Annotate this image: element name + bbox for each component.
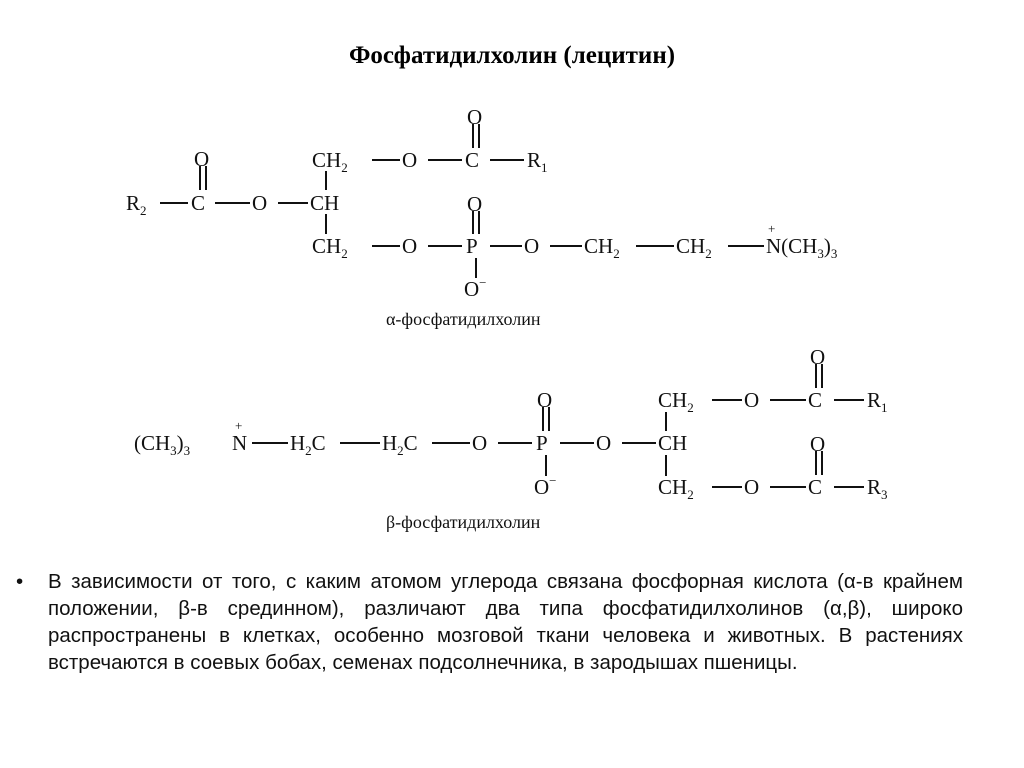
beta-trimethyl: $(CH_3)_3$ (134, 431, 191, 458)
alpha-caption: α-фосфатидилхолин (386, 309, 541, 329)
alpha-r2: $R_2$ (126, 191, 147, 218)
beta-c-top: C (808, 388, 823, 412)
alpha-c-left: C (191, 191, 206, 215)
alpha-ch2-top: $CH_2$ (312, 148, 348, 175)
beta-o-ester-bottom: O (744, 475, 760, 499)
beta-ch2-top: $CH_2$ (658, 388, 694, 415)
beta-n-plus: + (235, 418, 243, 433)
alpha-o-phosphoryl: O (467, 192, 483, 216)
description-text: В зависимости от того, с каким атомом углерода связана фосфорная кислота (α-в крайнем положении, β-в срединном), различают два типа фосфатидилхолинов (α,β), широко распространены в клетках, особенно мозговой ткани человека и животных. В растениях встречаются в соевых бобах, семенах подсолнечника, в зародышах пшеницы. (48, 570, 963, 674)
alpha-o-carbonyl-left: O (194, 147, 210, 171)
beta-r3: $R_3$ (867, 475, 888, 502)
alpha-r1: $R_1$ (527, 148, 548, 175)
alpha-o-ester-top: O (402, 148, 418, 172)
beta-o-phosphate-left: O (472, 431, 488, 455)
alpha-o-ester-left: O (252, 191, 268, 215)
alpha-n-plus: + (768, 221, 776, 236)
beta-ch: CH (658, 431, 688, 455)
alpha-ch2-b: $CH_2$ (676, 234, 712, 261)
beta-o-minus: O− (534, 473, 557, 499)
beta-structure (134, 345, 888, 532)
beta-r1: $R_1$ (867, 388, 888, 415)
beta-c-bottom: C (808, 475, 823, 499)
alpha-o-minus: O− (464, 275, 487, 301)
alpha-ch2-a: $CH_2$ (584, 234, 620, 261)
alpha-o-phosphate-right: O (524, 234, 540, 258)
page-title: Фосфатидилхолин (лецитин) (348, 42, 676, 69)
alpha-phosphorus: P (466, 234, 478, 258)
alpha-c-top: C (465, 148, 480, 172)
beta-o-ester-top: O (744, 388, 760, 412)
beta-o-phosphoryl: O (537, 388, 553, 412)
alpha-ch2-bottom: $CH_2$ (312, 234, 348, 261)
alpha-o-carbonyl-top: O (467, 105, 483, 129)
beta-ch2-bottom: $CH_2$ (658, 475, 694, 502)
alpha-o-phosphate-left: O (402, 234, 418, 258)
alpha-structure (126, 105, 837, 329)
beta-caption: β-фосфатидилхолин (386, 512, 541, 532)
alpha-ch: CH (310, 191, 340, 215)
beta-o-carbonyl-top: O (810, 345, 826, 369)
beta-o-phosphate-right: O (596, 431, 612, 455)
bullet-marker: • (16, 570, 24, 593)
beta-nitrogen: N (232, 431, 248, 455)
alpha-nitrogen-trimethyl: $N(CH_3)_3$ (766, 234, 838, 261)
description-block (16, 568, 963, 676)
beta-h2c-a: $H_2C$ (290, 431, 326, 458)
beta-h2c-b: $H_2C$ (382, 431, 418, 458)
beta-o-carbonyl-bottom: O (810, 432, 826, 456)
beta-phosphorus: P (536, 431, 548, 455)
